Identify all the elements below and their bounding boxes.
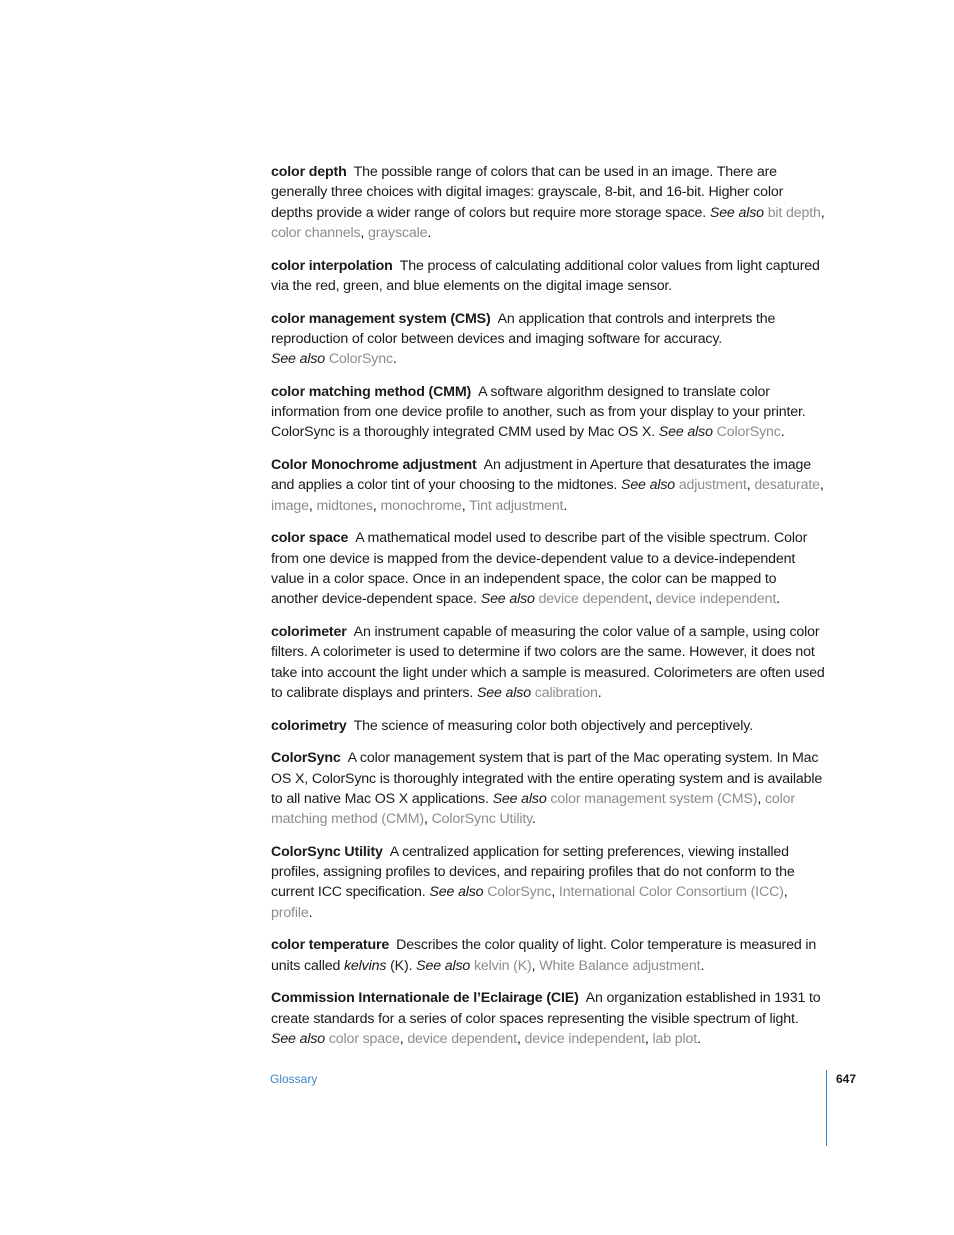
- see-also-label: See also: [476, 684, 531, 701]
- glossary-definition: An application that controls and interprets the reproduction of color between devices and imaging software for accuracy.: [271, 310, 776, 347]
- glossary-entry-colorsync-utility: ColorSync Utility A centralized application for setting preferences, viewing installed profiles, assigning profiles to devices, and repairing profiles that do not conform to the current ICC specification. See also ColorSync, International Color Consortium (ICC), profile.: [271, 843, 795, 921]
- glossary-term: ColorSync Utility: [271, 843, 383, 860]
- glossary-definition-emphasis: kelvins: [343, 957, 387, 974]
- glossary-content: [271, 162, 827, 1062]
- glossary-term: color management system (CMS): [271, 310, 491, 327]
- glossary-entry-color-temperature: color temperature Describes the color quality of light. Color temperature is measured in units called kelvins (K). See also kelvin (K), White Balance adjustment.: [271, 937, 817, 974]
- see-also-link[interactable]: grayscale: [367, 224, 428, 241]
- glossary-term: Commission Internationale de l’Eclairage (CIE): [271, 990, 579, 1007]
- see-also-link[interactable]: image: [271, 497, 309, 514]
- glossary-entry-colorimeter: colorimeter An instrument capable of measuring the color value of a sample, using color filters. A colorimeter is used to determine if two colors are the same. However, it does not take into account the light under which a sample is measured. Colorimeters are often used to calibrate displays and printers. See also calibration.: [271, 623, 825, 701]
- footer-section-link[interactable]: Glossary: [270, 1072, 318, 1086]
- see-also-link[interactable]: monochrome: [380, 497, 462, 514]
- glossary-definition: A software algorithm designed to translate color information from one device profile to another, such as from your display to your printer. ColorSync is a thoroughly integrated CMM used by Mac OS X.: [271, 383, 806, 441]
- see-also-link[interactable]: ColorSync: [328, 351, 393, 368]
- glossary-entry-cie: Commission Internationale de l’Eclairage (CIE) An organization established in 1931 to create standards for a series of color spaces representing the visible spectrum of light. See also color space, device dependent, device independent, lab plot.: [271, 990, 821, 1047]
- glossary-term: Color Monochrome adjustment: [271, 457, 477, 474]
- glossary-definition: A color management system that is part of the Mac operating system. In Mac OS X, ColorSync is thoroughly integrated with the entire operating system and is available to all native Mac OS X applications.: [271, 750, 823, 807]
- glossary-entry-color-monochrome-adjustment: Color Monochrome adjustment An adjustment in Aperture that desaturates the image and applies a color tint of your choosing to the midtones. See also adjustment, desaturate, image, midtones, monochrome, Tint adjustment.: [271, 457, 824, 514]
- glossary-term: colorimeter: [271, 623, 347, 640]
- glossary-term: color depth: [271, 164, 347, 180]
- see-also-link[interactable]: color matching method (CMM): [271, 790, 795, 828]
- glossary-term: color space: [271, 530, 349, 547]
- see-also-link[interactable]: adjustment: [678, 477, 747, 494]
- see-also-label: See also: [621, 477, 676, 494]
- glossary-definition: An instrument capable of measuring the color value of a sample, using color filters. A colorimeter is used to determine if two colors are the same. However, it does not take into account the light under which a sample is measured. Colorimeters are often used to calibrate displays and printers.: [271, 623, 825, 701]
- see-also-link[interactable]: color channels: [271, 224, 361, 241]
- glossary-definition: A centralized application for setting preferences, viewing installed profiles, assigning profiles to devices, and repairing profiles that do not conform to the current ICC specification.: [271, 843, 795, 901]
- see-also-link[interactable]: calibration: [534, 684, 598, 701]
- see-also-link[interactable]: device dependent: [407, 1030, 517, 1047]
- glossary-term: ColorSync: [271, 750, 341, 767]
- see-also-label: See also: [480, 591, 535, 608]
- see-also-label: See also: [271, 351, 326, 368]
- see-also-link[interactable]: lab plot: [652, 1030, 698, 1047]
- glossary-entry-color-matching-method: color matching method (CMM) A software algorithm designed to translate color information from one device profile to another, such as from your display to your printer. ColorSync is a thoroughly integrated CMM used by Mac OS X. See also ColorSync.: [271, 383, 806, 441]
- glossary-definition: A mathematical model used to describe part of the visible spectrum. Color from one device is mapped from the device-dependent value to a device-independent value in a color space. Once in an independent space, the color can be mapped to another device-dependent space.: [271, 530, 808, 608]
- see-also-link[interactable]: ColorSync Utility: [431, 811, 533, 828]
- glossary-definition: The possible range of colors that can be used in an image. There are generally three choices with digital images: grayscale, 8-bit, and 16-bit. Higher color depths provide a wider range of colors but require more storage space.: [271, 164, 784, 221]
- glossary-entry-color-management-system: color management system (CMS) An application that controls and interprets the reproduction of color between devices and imaging software for accuracy. See also ColorSync.: [271, 310, 776, 368]
- glossary-term: colorimetry: [271, 717, 347, 734]
- glossary-entry-color-space: color space A mathematical model used to describe part of the visible spectrum. Color from one device is mapped from the device-dependent value to a device-independent value in a color space. Once in an independent space, the color can be mapped to another device-dependent space. See also device dependent, device independent.: [271, 530, 808, 608]
- see-also-link[interactable]: color management system (CMS): [550, 790, 758, 807]
- glossary-definition: An adjustment in Aperture that desaturates the image and applies a color tint of your choosing to the midtones.: [271, 457, 812, 494]
- see-also-label: See also: [658, 424, 713, 441]
- see-also-label: See also: [709, 204, 764, 221]
- see-also-label: See also: [429, 884, 484, 901]
- page-number: 647: [836, 1072, 857, 1086]
- see-also-label: See also: [416, 957, 471, 974]
- footer-divider: [826, 1070, 827, 1146]
- glossary-definition: An organization established in 1931 to create standards for a series of color spaces representing the visible spectrum of light.: [271, 990, 821, 1027]
- see-also-link[interactable]: color space: [328, 1030, 400, 1047]
- see-also-link[interactable]: profile: [271, 904, 309, 921]
- glossary-definition: Describes the color quality of light. Color temperature is measured in units called: [271, 937, 817, 974]
- see-also-link[interactable]: bit depth: [767, 204, 821, 221]
- glossary-term: color temperature: [271, 937, 390, 954]
- see-also-label: See also: [271, 1030, 326, 1047]
- glossary-entry-colorimetry: [271, 716, 827, 736]
- see-also-label: See also: [492, 790, 547, 807]
- see-also-link[interactable]: device dependent: [538, 591, 649, 608]
- glossary-definition: (K).: [386, 957, 413, 974]
- see-also-link[interactable]: White Balance adjustment: [539, 957, 701, 974]
- see-also-link[interactable]: midtones: [316, 497, 373, 514]
- glossary-entry-colorsync: ColorSync A color management system that is part of the Mac operating system. In Mac OS X, ColorSync is thoroughly integrated with the entire operating system and is available to all native Mac OS X applications. See also color management system (CMS), color matching method (CMM), ColorSync Utility.: [271, 750, 823, 828]
- see-also-link[interactable]: device independent: [655, 591, 777, 608]
- see-also-link[interactable]: desaturate: [754, 477, 820, 494]
- see-also-link[interactable]: kelvin (K): [473, 957, 532, 974]
- see-also-link[interactable]: ColorSync: [487, 884, 552, 901]
- see-also-link[interactable]: Tint adjustment: [469, 497, 564, 514]
- glossary-definition: The process of calculating additional color values from light captured via the red, green, and blue elements on the digital image sensor.: [271, 257, 820, 294]
- glossary-definition: The science of measuring color both objectively and perceptively.: [353, 717, 753, 734]
- glossary-term: color interpolation: [271, 257, 393, 274]
- see-also-link[interactable]: International Color Consortium (ICC): [558, 884, 784, 901]
- glossary-term: color matching method (CMM): [271, 383, 472, 400]
- see-also-link[interactable]: device independent: [524, 1030, 645, 1047]
- glossary-entry-color-interpolation: [271, 256, 827, 297]
- see-also-link[interactable]: ColorSync: [716, 424, 781, 441]
- glossary-entry-color-depth: color depth The possible range of colors that can be used in an image. There are generally three choices with digital images: grayscale, 8-bit, and 16-bit. Higher color depths provide a wider range of colors but require more storage space. See also bit depth, color channels, grayscale.: [271, 164, 825, 241]
